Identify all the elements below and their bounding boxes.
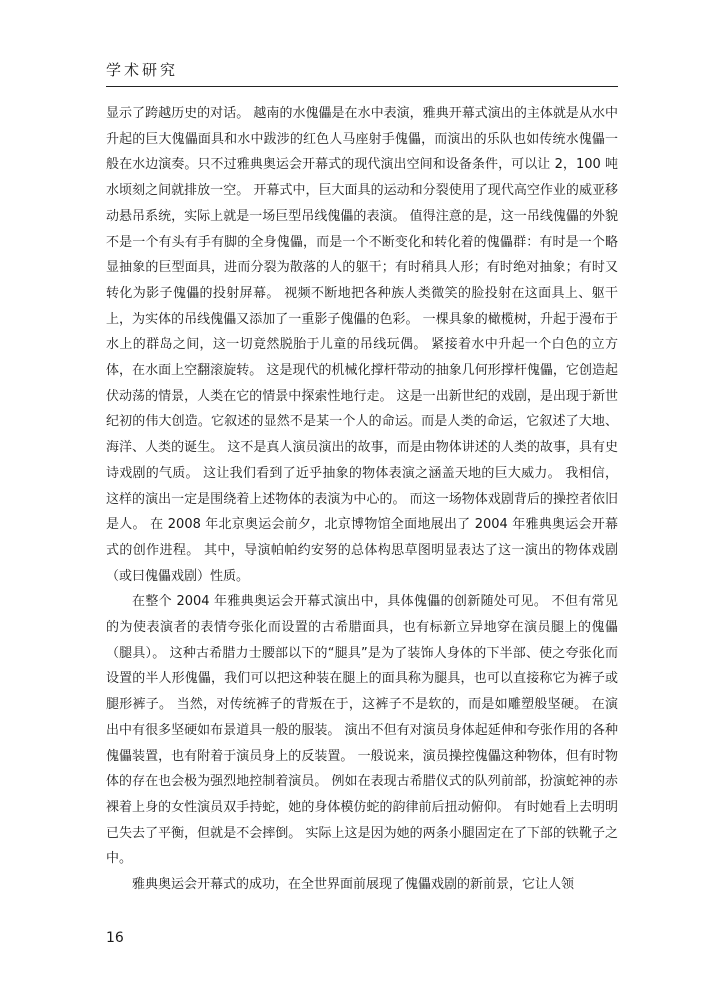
page-number: 16 <box>106 930 124 946</box>
journal-section-title: 学术研究 <box>106 61 179 79</box>
header-rule <box>106 86 618 87</box>
article-body <box>106 101 618 898</box>
paragraph: 显示了跨越历史的对话。 越南的水傀儡是在水中表演，雅典开幕式演出的主体就是从水中升起的巨大傀儡面具和水中跋涉的红色人马座射手傀儡，而演出的乐队也如传统水傀儡一般在水边演奏。只不过雅典奥运会开幕式的现代演出空间和设备条件，可以让 2，100 吨水顷刻之间就排放一空。 开幕式中，巨大面具的运动和分裂使用了现代高空作业的威亚移动悬吊系统，实际上就是一场巨型吊线傀儡的表演。 值得注意的是，这一吊线傀儡的外貌不是一个有头有手有脚的全身傀儡，而是一个不断变化和转化着的傀儡群：有时是一个略显抽象的巨型面具，进而分裂为散落的人的躯干；有时稍具人形；有时绝对抽象；有时又转化为影子傀儡的投射屏幕。 视频不断地把各种族人类微笑的脸投射在这面具上、躯干上，为实体的吊线傀儡又添加了一重影子傀儡的色彩。 一棵具象的橄榄树，升起于漫布于水上的群岛之间，这一切竟然脱胎于儿童的吊线玩偶。 紧接着水中升起一个白色的立方体，在水面上空翻滚旋转。 这是现代的机械化撑杆带动的抽象几何形撑杆傀儡，它创造起伏动荡的情景，人类在它的情景中探索性地行走。 这是一出新世纪的戏剧，是出现于新世纪初的伟大创造。它叙述的显然不是某一个人的命运。而是人类的命运，它叙述了大地、海洋、人类的诞生。 这不是真人演员演出的故事，而是由物体讲述的人类的故事，具有史诗戏剧的气质。 这让我们看到了近乎抽象的物体表演之涵盖天地的巨大威力。 我相信，这样的演出一定是围绕着上述物体的表演为中心的。 而这一场物体戏剧背后的操控者依旧是人。 在 2008 年北京奥运会前夕，北京博物馆全面地展出了 2004 年雅典奥运会开幕式的创作进程。 其中，导演帕帕约安努的总体构思草图明显表达了这一演出的物体戏剧（或曰傀儡戏剧）性质。 <box>106 106 618 584</box>
running-header <box>106 60 618 80</box>
paragraph: 在整个 2004 年雅典奥运会开幕式演出中，具体傀儡的创新随处可见。 不但有常见的为使表演者的表情夸张化而设置的古希腊面具，也有标新立异地穿在演员腿上的傀儡（腿具）。 这种古希腊力士腰部以下的“腿具”是为了装饰人身体的下半部、使之夸张化而设置的半人形傀儡，我们可以把这种装在腿上的面具称为腿具，也可以直接称它为裤子或腿形裤子。 当然，对传统裤子的背叛在于，这裤子不是软的，而是如雕塑般坚硬。 在演出中有很多坚硬如布景道具一般的服装。 演出不但有对演员身体起延伸和夸张作用的各种傀儡装置，也有附着于演员身上的反装置。 一般说来，演员操控傀儡这种物体，但有时物体的存在也会极为强烈地控制着演员。 例如在表现古希腊仪式的队列前部，扮演蛇神的赤裸着上身的女性演员双手持蛇，她的身体模仿蛇的韵律前后扭动俯仰。 有时她看上去明明已失去了平衡，但就是不会摔倒。 实际上这是因为她的两条小腿固定在了下部的铁靴子之中。 <box>106 594 618 867</box>
paragraph: 雅典奥运会开幕式的成功，在全世界面前展现了傀儡戏剧的新前景，它让人领 <box>132 877 575 893</box>
